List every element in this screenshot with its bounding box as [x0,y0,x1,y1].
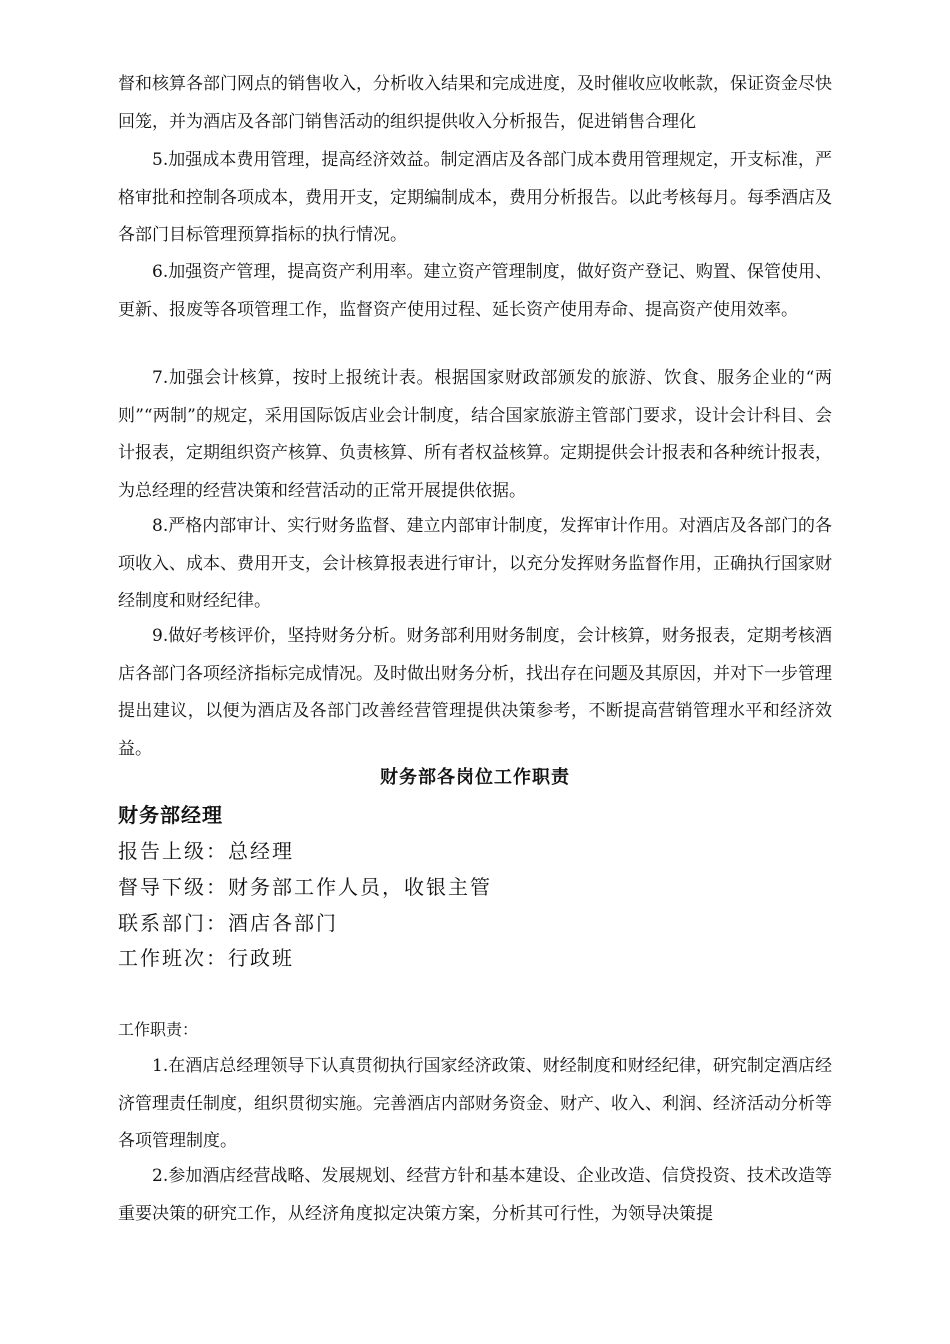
duties-heading: 工作职责： [118,1020,199,1039]
supervise-line: 督导下级：财务部工作人员，收银主管 [118,875,492,899]
item-6-paragraph: 6.加强资产管理，提高资产利用率。建立资产管理制度，做好资产登记、购置、保管使用、更新、报废等各项管理工作，监督资产使用过程、延长资产使用寿命、提高资产使用效率。 [118,262,832,320]
position-title: 财务部经理 [118,803,223,827]
item-7-paragraph: 7.加强会计核算，按时上报统计表。根据国家财政部颁发的旅游、饮食、服务企业的“两则”“两制”的规定，采用国际饭店业会计制度，结合国家旅游主管部门要求，设计会计科目、会计报表，定期组织资产核算、负责核算、所有者权益核算。定期提供会计报表和各种统计报表，为总经理的经营决策和经营活动的正常开展提供依据。 [118,368,832,501]
shift-line: 工作班次：行政班 [118,946,294,970]
item-5-paragraph: 5.加强成本费用管理，提高经济效益。制定酒店及各部门成本费用管理规定，开支标准，严格审批和控制各项成本，费用开支，定期编制成本，费用分析报告。以此考核每月。每季酒店及各部门目标管理预算指标的执行情况。 [118,150,832,245]
duty-1-paragraph: 1.在酒店总经理领导下认真贯彻执行国家经济政策、财经制度和财经纪律，研究制定酒店经济管理责任制度，组织贯彻实施。完善酒店内部财务资金、财产、收入、利润、经济活动分析等各项管理制度。 [118,1056,832,1151]
report-to-line: 报告上级：总经理 [118,839,294,863]
continued-paragraph: 督和核算各部门网点的销售收入，分析收入结果和完成进度，及时催收应收帐款，保证资金尽快回笼，并为酒店及各部门销售活动的组织提供收入分析报告，促进销售合理化 [118,74,832,132]
contact-line: 联系部门：酒店各部门 [118,911,338,935]
item-9-paragraph: 9.做好考核评价，坚持财务分析。财务部利用财务制度，会计核算，财务报表，定期考核酒店各部门各项经济指标完成情况。及时做出财务分析，找出存在问题及其原因，并对下一步管理提出建议，以便为酒店及各部门改善经营管理提供决策参考，不断提高营销管理水平和经济效益。 [118,626,832,759]
item-8-paragraph: 8.严格内部审计、实行财务监督、建立内部审计制度，发挥审计作用。对酒店及各部门的各项收入、成本、费用开支，会计核算报表进行审计，以充分发挥财务监督作用，正确执行国家财经制度和财经纪律。 [118,516,832,611]
duty-2-paragraph: 2.参加酒店经营战略、发展规划、经营方针和基本建设、企业改造、信贷投资、技术改造等重要决策的研究工作，从经济角度拟定决策方案，分析其可行性，为领导决策提 [118,1166,832,1224]
section-title: 财务部各岗位工作职责 [380,767,570,788]
